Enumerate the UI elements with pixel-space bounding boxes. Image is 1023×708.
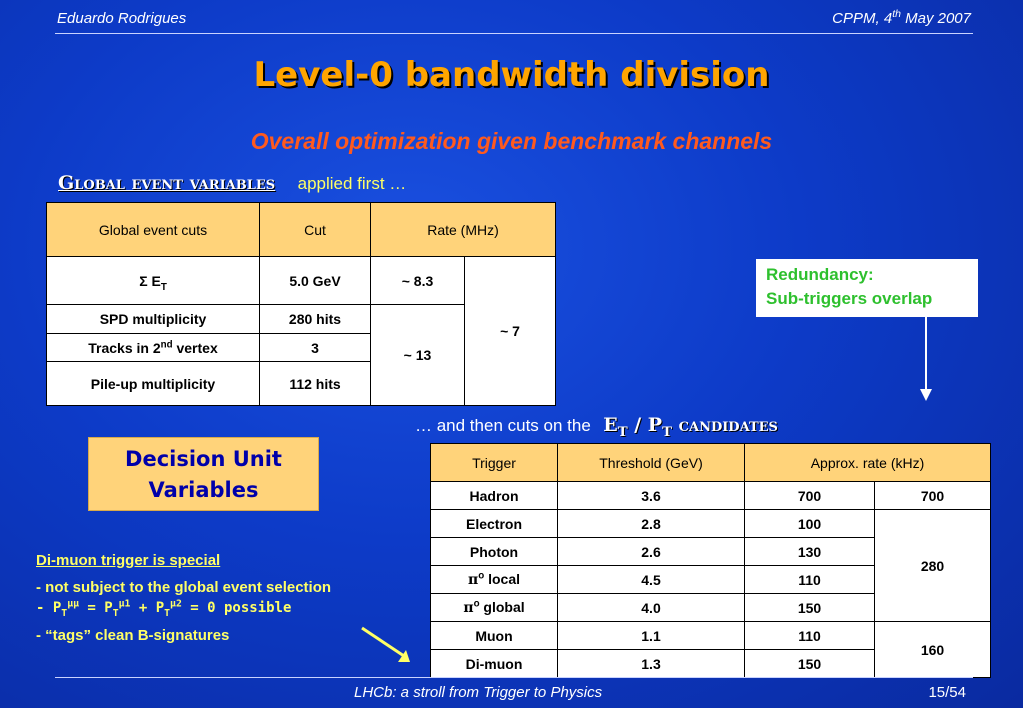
header-trigger: Trigger — [431, 444, 558, 482]
pt-label: / P — [627, 414, 663, 436]
decision-line1: Decision Unit — [125, 447, 282, 471]
trigger-electron: Electron — [431, 510, 558, 538]
trigger-pi0-global — [431, 594, 558, 622]
sum-et-label: Σ E — [139, 272, 161, 289]
header-threshold: Threshold (GeV) — [558, 444, 745, 482]
dimuon-title: Di-muon trigger is special — [36, 552, 221, 569]
pt-eq-j: = 0 possible — [181, 600, 292, 616]
group-rate-hadron: 700 — [875, 482, 991, 510]
pi0-global-sup: o — [473, 598, 480, 610]
row-sum-et — [47, 257, 260, 305]
header-cut: Cut — [260, 203, 371, 257]
group-rate-calo: 280 — [875, 510, 991, 622]
footer-title: LHCb: a stroll from Trigger to Physics — [354, 684, 603, 701]
decision-unit-box — [88, 437, 319, 511]
footer-rule — [55, 677, 973, 678]
pt-eq-a: - P — [36, 600, 62, 616]
trigger-pi0-local — [431, 566, 558, 594]
header-rule — [55, 33, 973, 34]
cut-sum-et: 5.0 GeV — [260, 257, 371, 305]
header-rate: Rate (MHz) — [371, 203, 556, 257]
threshold-electron: 2.8 — [558, 510, 745, 538]
redundancy-box — [756, 259, 978, 317]
then-cuts-text: … and then cuts on the — [415, 416, 591, 435]
trigger-table — [430, 443, 991, 678]
threshold-hadron: 3.6 — [558, 482, 745, 510]
merged-rate: ~ 13 — [371, 305, 465, 406]
pt-eq-c: μμ — [67, 598, 79, 610]
redundancy-line1: Redundancy: — [766, 265, 874, 284]
pi0-local-sym: π — [467, 572, 479, 588]
applied-first-text: applied first … — [297, 174, 407, 193]
rate-muon: 110 — [745, 622, 875, 650]
et-label: E — [603, 414, 618, 436]
candidates-heading — [603, 414, 778, 440]
pt-eq-f: μ1 — [118, 598, 131, 610]
pi0-global-sym: π — [463, 600, 474, 616]
venue-date — [832, 10, 971, 27]
redundancy-line2: Sub-triggers overlap — [766, 289, 933, 308]
threshold-pi0-local: 4.5 — [558, 566, 745, 594]
tracks-sup: nd — [160, 338, 173, 350]
author-name: Eduardo Rodrigues — [57, 10, 187, 27]
et-sub: T — [617, 424, 628, 440]
diagonal-arrow-icon — [360, 626, 416, 666]
pt-eq-i: μ2 — [170, 598, 182, 610]
page-number: 15/54 — [928, 684, 966, 701]
pt-eq-b: T — [61, 607, 68, 619]
rate-electron: 100 — [745, 510, 875, 538]
row-tracks — [47, 334, 260, 362]
header-approx-rate: Approx. rate (kHz) — [745, 444, 991, 482]
global-vars-heading: Global event variables — [58, 172, 276, 194]
trigger-photon: Photon — [431, 538, 558, 566]
pt-eq-h: T — [164, 607, 171, 619]
pt-eq-e: T — [112, 607, 119, 619]
tracks-prefix: Tracks in 2 — [88, 339, 161, 356]
section-global-heading — [58, 172, 406, 194]
pi0-global-suffix: global — [479, 599, 525, 615]
cut-pileup: 112 hits — [260, 362, 371, 406]
sum-et-sub: T — [160, 281, 167, 293]
pt-sub: T — [662, 424, 673, 440]
rate-hadron: 700 — [745, 482, 875, 510]
dimuon-line1: - not subject to the global event selection — [36, 579, 332, 596]
threshold-muon: 1.1 — [558, 622, 745, 650]
slide-subtitle: Overall optimization given benchmark channels — [250, 128, 773, 154]
section-candidates-heading — [415, 414, 778, 440]
trigger-muon: Muon — [431, 622, 558, 650]
threshold-photon: 2.6 — [558, 538, 745, 566]
combined-rate: ~ 7 — [465, 257, 556, 406]
cut-tracks: 3 — [260, 334, 371, 362]
slide-title: Level-0 bandwidth division — [253, 55, 770, 95]
pi0-local-sup: o — [478, 570, 485, 582]
rate-pi0-global: 150 — [745, 594, 875, 622]
pt-eq-g: + P — [130, 600, 165, 616]
trigger-hadron: Hadron — [431, 482, 558, 510]
decision-line2: Variables — [148, 478, 259, 502]
down-arrow-icon — [916, 317, 936, 402]
cut-spd: 280 hits — [260, 305, 371, 334]
venue-prefix: CPPM, 4 — [832, 10, 893, 27]
pi0-local-suffix: local — [484, 571, 521, 587]
tracks-suffix: vertex — [172, 339, 218, 356]
rate-photon: 130 — [745, 538, 875, 566]
rate-dimuon: 150 — [745, 650, 875, 678]
pt-eq-d: = P — [79, 600, 113, 616]
row-spd: SPD multiplicity — [47, 305, 260, 334]
trigger-dimuon: Di-muon — [431, 650, 558, 678]
candidates-label: candidates — [672, 414, 778, 436]
rate-sum-et: ~ 8.3 — [371, 257, 465, 305]
venue-sup: th — [892, 8, 901, 20]
dimuon-line3: - “tags” clean B-signatures — [36, 627, 230, 644]
group-rate-muon: 160 — [875, 622, 991, 678]
rate-pi0-local: 110 — [745, 566, 875, 594]
row-pileup: Pile-up multiplicity — [47, 362, 260, 406]
header-global-cuts: Global event cuts — [47, 203, 260, 257]
dimuon-line2 — [36, 598, 292, 619]
threshold-dimuon: 1.3 — [558, 650, 745, 678]
threshold-pi0-global: 4.0 — [558, 594, 745, 622]
global-cuts-table — [46, 202, 556, 406]
venue-suffix: May 2007 — [900, 10, 971, 27]
